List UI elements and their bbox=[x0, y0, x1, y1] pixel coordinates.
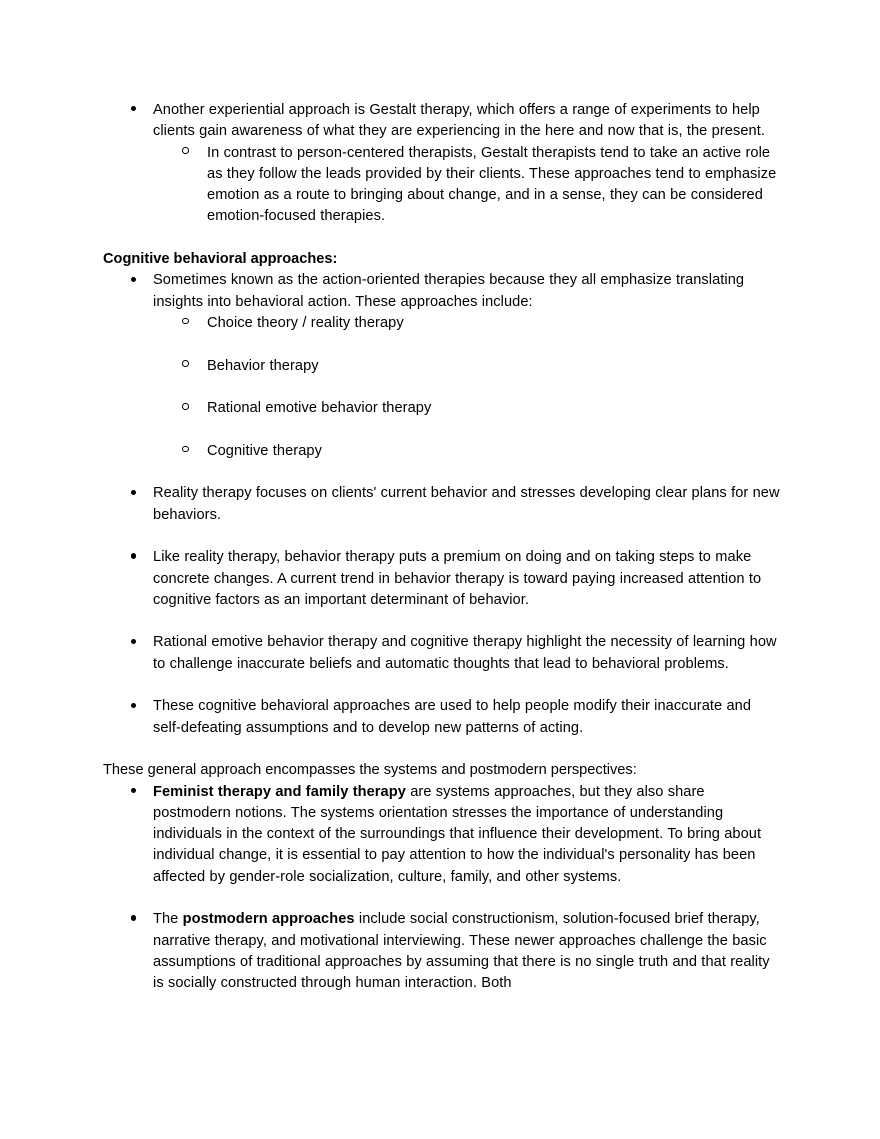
list-item bbox=[103, 441, 781, 462]
list-item bbox=[103, 483, 781, 526]
bullet-disc-icon bbox=[131, 632, 136, 653]
bullet-circle-icon bbox=[182, 356, 189, 377]
bullet-circle-icon bbox=[182, 398, 189, 419]
bullet-disc-icon bbox=[131, 547, 136, 568]
list-item-text: Behavior therapy bbox=[207, 357, 319, 374]
list-item-text: These cognitive behavioral approaches are used to help people modify their inaccurate and self-defeating assumptions and to develop new patterns of acting. bbox=[153, 698, 752, 736]
list-item bbox=[103, 909, 781, 994]
bullet-disc-icon bbox=[131, 909, 136, 930]
bullet-disc-icon bbox=[131, 483, 136, 504]
list-item-text: In contrast to person-centered therapists, Gestalt therapists tend to take an active role as they follow the leads provided by their clients. These approaches tend to emphasize emotion as a route to bringing about change, and in a sense, they can be considered emotion-focused therapies. bbox=[207, 144, 777, 225]
list-item-text bbox=[153, 911, 770, 991]
list-item bbox=[103, 356, 781, 377]
list-item-text: Rational emotive behavior therapy bbox=[207, 400, 432, 417]
bold-inline-term: postmodern approaches bbox=[182, 911, 355, 928]
list-item bbox=[103, 398, 781, 419]
bullet-circle-icon bbox=[182, 143, 189, 164]
bullet-circle-icon bbox=[182, 441, 189, 462]
list-item-text-after-bold: include social constructionism, solution-focused brief therapy, narrative therapy, and motivational interviewing. These newer approaches challenge the basic assumptions of traditional approaches by assuming that there is no single truth and that reality is socially constructed through human interaction. Both bbox=[153, 911, 770, 992]
bullet-disc-icon bbox=[131, 270, 136, 291]
list-item bbox=[103, 143, 781, 228]
list-item bbox=[103, 313, 781, 334]
bullet-disc-icon bbox=[131, 100, 136, 121]
paragraph: These general approach encompasses the systems and postmodern perspectives: bbox=[103, 762, 637, 779]
list-item-text: Another experiential approach is Gestalt therapy, which offers a range of experiments to help clients gain awareness of what they are experiencing in the here and now that is, the present. bbox=[153, 102, 765, 140]
bullet-disc-icon bbox=[131, 696, 136, 717]
list-item-text: Choice theory / reality therapy bbox=[207, 314, 404, 331]
list-item bbox=[103, 696, 781, 739]
list-item-text: Sometimes known as the action-oriented therapies because they all emphasize translating insights into behavioral action. These approaches include: bbox=[153, 272, 745, 310]
spacer bbox=[103, 228, 781, 249]
list-item-text: Reality therapy focuses on clients' current behavior and stresses developing clear plans for new behaviors. bbox=[153, 485, 780, 523]
list-item bbox=[103, 782, 781, 888]
list-item-text bbox=[153, 784, 761, 885]
list-item-text: Rational emotive behavior therapy and cognitive therapy highlight the necessity of learning how to challenge inaccurate beliefs and automatic thoughts that lead to behavioral problems. bbox=[153, 634, 777, 672]
list-item bbox=[103, 547, 781, 611]
list-item-text: Like reality therapy, behavior therapy puts a premium on doing and on taking steps to make concrete changes. A current trend in behavior therapy is toward paying increased attention to cognitive factors as an important determinant of behavior. bbox=[153, 549, 762, 608]
bold-lead-in: Feminist therapy and family therapy bbox=[153, 783, 406, 800]
bullet-circle-icon bbox=[182, 313, 189, 334]
section-heading: Cognitive behavioral approaches: bbox=[103, 251, 338, 268]
list-item-text-before-bold: The bbox=[153, 911, 183, 928]
bullet-disc-icon bbox=[131, 782, 136, 803]
list-item-text: Cognitive therapy bbox=[207, 442, 322, 459]
list-item bbox=[103, 632, 781, 675]
list-item bbox=[103, 100, 781, 143]
document-body bbox=[103, 100, 781, 994]
list-item-text-rest: are systems approaches, but they also share postmodern notions. The systems orientation stresses the importance of understanding individuals in the context of the surroundings that influence their development. To bring about individual change, it is essential to pay attention to how the individual's personality has been affected by gender-role socialization, culture, family, and other systems. bbox=[153, 783, 762, 885]
list-item bbox=[103, 270, 781, 313]
